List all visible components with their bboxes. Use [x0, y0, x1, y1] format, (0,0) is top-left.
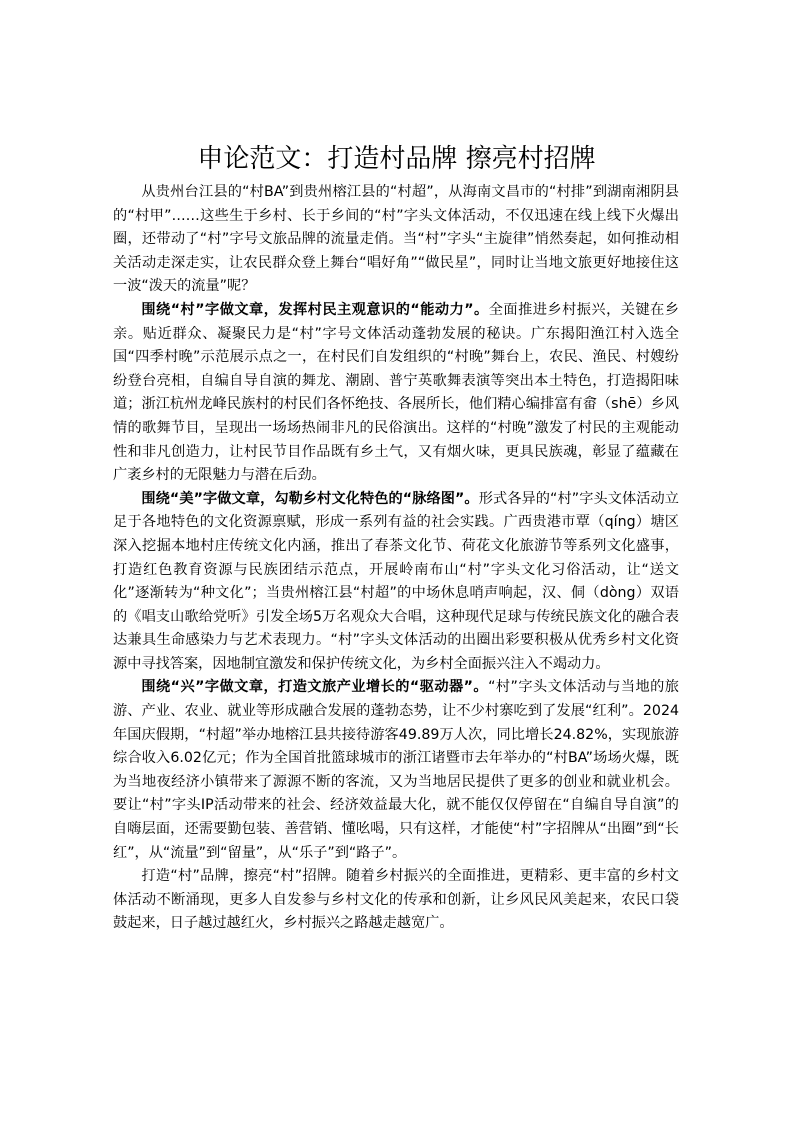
paragraph-text: 打造“村”品牌，擦亮“村”招牌。随着乡村振兴的全面推进，更精彩、更丰富的乡村文体活动不断涌现，更多人自发参与乡村文化的传承和创新，让乡风民风美起来，农民口袋鼓起来，日子越过越红火，乡村振兴之路越走越宽广。 — [113, 868, 679, 932]
article-body — [113, 181, 679, 936]
paragraph-lead: 围绕“兴”字做文章，打造文旅产业增长的“驱动器”。 — [141, 679, 489, 696]
paragraph-intro — [113, 181, 679, 299]
paragraph-text: 从贵州台江县的“村BA”到贵州榕江县的“村超”，从海南文昌市的“村排”到湖南湘阴县的“村甲”……这些生于乡村、长于乡间的“村”字头文体活动，不仅迅速在线上线下火爆出圈，还带动了“村”字号文旅品牌的流量走俏。当“村”字头“主旋律”悄然奏起，如何推动相关活动走深走实，让农民群众登上舞台“唱好角”“做民星”，同时让当地文旅更好地接住这一波“泼天的流量”呢？ — [113, 184, 679, 295]
paragraph-text: 全面推进乡村振兴，关键在乡亲。贴近群众、凝聚民力是“村”字号文体活动蓬勃发展的秘诀。广东揭阳渔江村入选全国“四季村晚”示范展示点之一，在村民们自发组织的“村晚”舞台上，农民、渔民、村嫂纷纷登台亮相，自编自导自演的舞龙、潮剧、普宁英歌舞表演等突出本土特色，打造揭阳味道；浙江杭州龙峰民族村的村民们各怀绝技、各展所长，他们精心编排富有畲（shē）乡风情的歌舞节目，呈现出一场场热闹非凡的民俗演出。这样的“村晚”激发了村民的主观能动性和非凡创造力，让村民节目作品既有乡土气，又有烟火味，更具民族魂，彰显了蕴藏在广袤乡村的无限魅力与潜在后劲。 — [113, 301, 679, 484]
paragraph-text: “村”字头文体活动与当地的旅游、产业、农业、就业等形成融合发展的蓬勃态势，让不少村寨吃到了发展“红利”。2024年国庆假期，“村超”举办地榕江县共接待游客49.89万人次，同比增长24.82%，实现旅游综合收入6.02亿元；作为全国首批篮球城市的浙江诸暨市去年举办的“村BA”场场火爆，既为当地夜经济小镇带来了源源不断的客流，又为当地居民提供了更多的创业和就业机会。要让“村”字头IP活动带来的社会、经济效益最大化，就不能仅仅停留在“自编自导自演”的自嗨层面，还需要勤包装、善营销、懂吆喝，只有这样，才能使“村”字招牌从“出圈”到“长红”，从“流量”到“留量”，从“乐子”到“路子”。 — [113, 679, 679, 861]
paragraph-conclusion — [113, 865, 679, 936]
paragraph-mei — [113, 488, 679, 677]
paragraph-cun — [113, 299, 679, 488]
paragraph-lead: 围绕“村”字做文章，发挥村民主观意识的“能动力”。 — [141, 301, 489, 318]
paragraph-lead: 围绕“美”字做文章，勾勒乡村文化特色的“脉络图”。 — [141, 490, 479, 507]
paragraph-xing — [113, 676, 679, 865]
page-title: 申论范文：打造村品牌 擦亮村招牌 — [197, 144, 596, 174]
paragraph-text: 形式各异的“村”字头文体活动立足于各地特色的文化资源禀赋，形成一系列有益的社会实践。广西贵港市覃（qíng）塘区深入挖掘本地村庄传统文化内涵，推出了春茶文化节、荷花文化旅游节等系列文化盛事，打造红色教育资源与民族团结示范点，开展岭南布山“村”字头文化习俗活动，让“送文化”逐渐转为“种文化”；当贵州榕江县“村超”的中场休息哨声响起，汉、侗（dòng）双语的《唱支山歌给党听》引发全场5万名观众大合唱，这种现代足球与传统民族文化的融合表达兼具生命感染力与艺术表现力。“村”字头文体活动的出圈出彩要积极从优秀乡村文化资源中寻找答案，因地制宜激发和保护传统文化，为乡村全面振兴注入不竭动力。 — [113, 490, 679, 672]
